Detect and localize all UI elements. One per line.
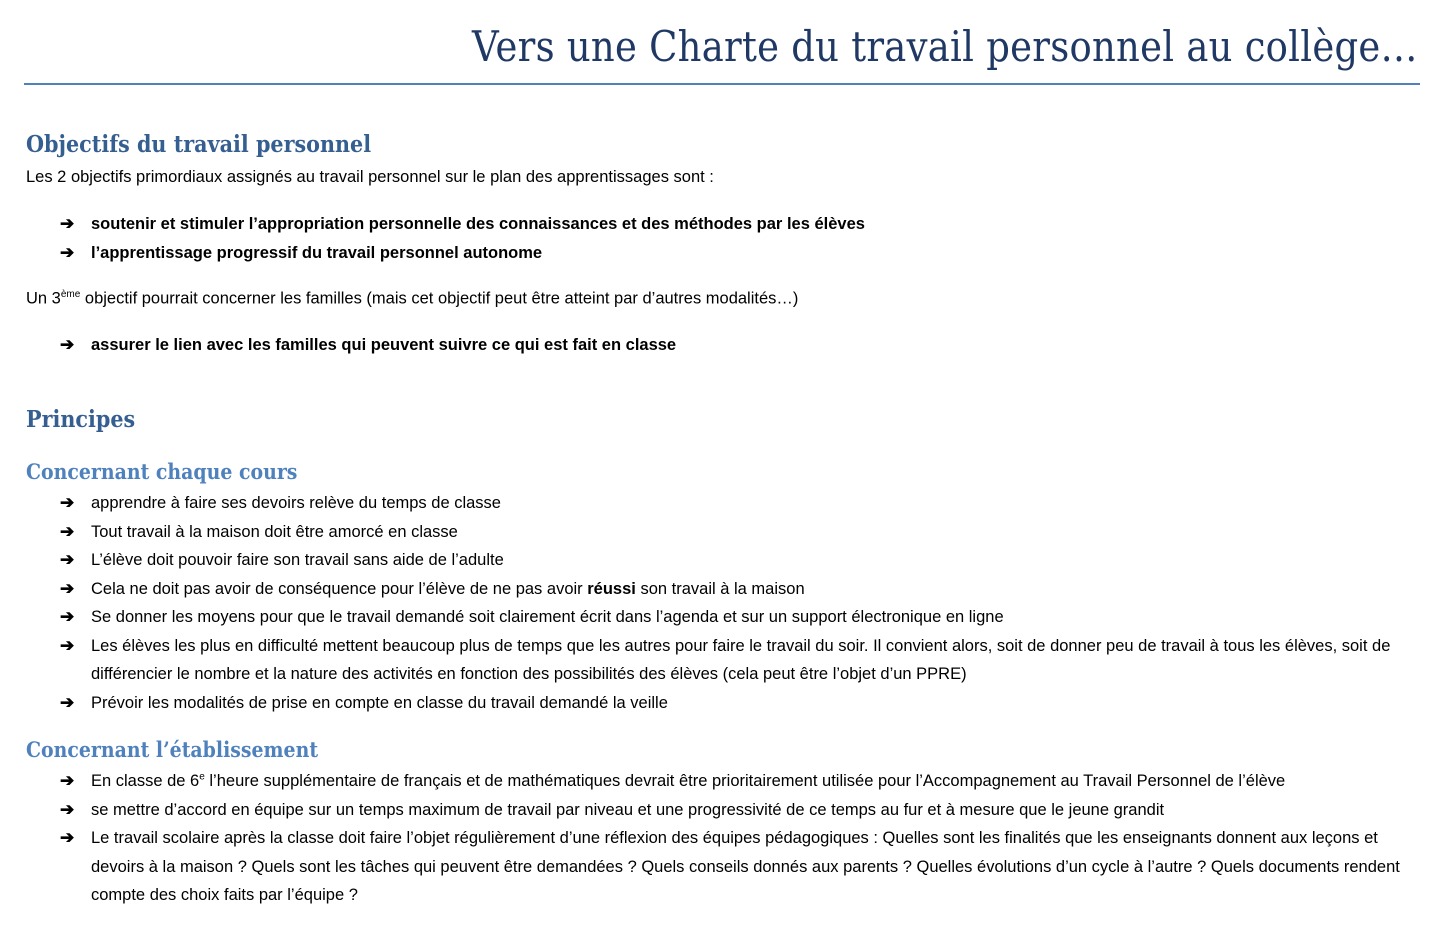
- right-arrow-icon: ➔: [60, 635, 75, 655]
- heading-concernant-chaque-cours: Concernant chaque cours: [26, 459, 298, 484]
- right-arrow-icon: ➔: [60, 692, 75, 712]
- right-arrow-icon: ➔: [60, 550, 75, 569]
- list-item: ➔ Cela ne doit pas avoir de conséquence pour l’élève de ne pas avoir réussi son travail à la maison: [60, 575, 1410, 604]
- list-item: ➔ se mettre d’accord en équipe sur un temps maximum de travail par niveau et une progressivité de ce temps au fur et à mesure que le jeune grandit: [60, 796, 1410, 825]
- objectifs-list: [60, 210, 1410, 267]
- list-item: ➔ En classe de 6e l’heure supplémentaire de français et de mathématiques devrait être prioritairement utilisée pour l’Accompagnement au Travail Personnel de l’élève: [60, 767, 1410, 796]
- right-arrow-icon: ➔: [60, 335, 75, 354]
- right-arrow-icon: ➔: [60, 607, 75, 626]
- right-arrow-icon: ➔: [60, 521, 75, 541]
- title-underline: [24, 83, 1420, 85]
- third-objective-list: [60, 331, 1410, 360]
- right-arrow-icon: ➔: [60, 578, 75, 598]
- list-item: ➔ soutenir et stimuler l’appropriation personnelle des connaissances et des méthodes par les élèves: [60, 210, 1410, 239]
- right-arrow-icon: ➔: [60, 214, 75, 233]
- right-arrow-icon: ➔: [60, 771, 75, 790]
- third-objective-intro: Un 3ème objectif pourrait concerner les familles (mais cet objectif peut être atteint par d’autres modalités…): [26, 289, 799, 308]
- objectifs-intro: Les 2 objectifs primordiaux assignés au travail personnel sur le plan des apprentissages sont :: [26, 168, 714, 186]
- heading-objectifs: Objectifs du travail personnel: [26, 131, 372, 158]
- right-arrow-icon: ➔: [60, 242, 75, 262]
- list-item: ➔ assurer le lien avec les familles qui peuvent suivre ce qui est fait en classe: [60, 331, 1410, 360]
- list-item: ➔ Tout travail à la maison doit être amorcé en classe: [60, 518, 1410, 547]
- cours-list: [60, 489, 1410, 717]
- right-arrow-icon: ➔: [60, 828, 75, 847]
- list-item: ➔ l’apprentissage progressif du travail personnel autonome: [60, 239, 1410, 268]
- document-title: Vers une Charte du travail personnel au collège…: [472, 22, 1418, 71]
- right-arrow-icon: ➔: [60, 493, 75, 512]
- list-item: ➔ Prévoir les modalités de prise en compte en classe du travail demandé la veille: [60, 689, 1410, 718]
- list-item: ➔ apprendre à faire ses devoirs relève du temps de classe: [60, 489, 1410, 518]
- right-arrow-icon: ➔: [60, 799, 75, 819]
- list-item: ➔ Se donner les moyens pour que le travail demandé soit clairement écrit dans l’agenda et sur un support électronique en ligne: [60, 603, 1410, 632]
- list-item: ➔ Les élèves les plus en difficulté mettent beaucoup plus de temps que les autres pour faire le travail du soir. Il convient alors, soit de donner peu de travail à tous les élèves, soit de différencier le nombre et la nature des activités en fonction des possibilités des élèves (cela peut être l’objet d’un PPRE): [60, 632, 1410, 689]
- etablissement-list: [60, 767, 1410, 910]
- list-item: ➔ L’élève doit pouvoir faire son travail sans aide de l’adulte: [60, 546, 1410, 575]
- heading-concernant-etablissement: Concernant l’établissement: [26, 737, 319, 762]
- list-item: ➔ Le travail scolaire après la classe doit faire l’objet régulièrement d’une réflexion des équipes pédagogiques : Quelles sont les finalités que les enseignants donnent aux leçons et devoirs à la maison ? Quels sont les tâches qui peuvent être demandées ? Quels conseils donnés aux parents ? Quelles évolutions d’un cycle à l’autre ? Quels documents rendent compte des choix faits par l’équipe ?: [60, 824, 1410, 910]
- heading-principes: Principes: [26, 406, 136, 433]
